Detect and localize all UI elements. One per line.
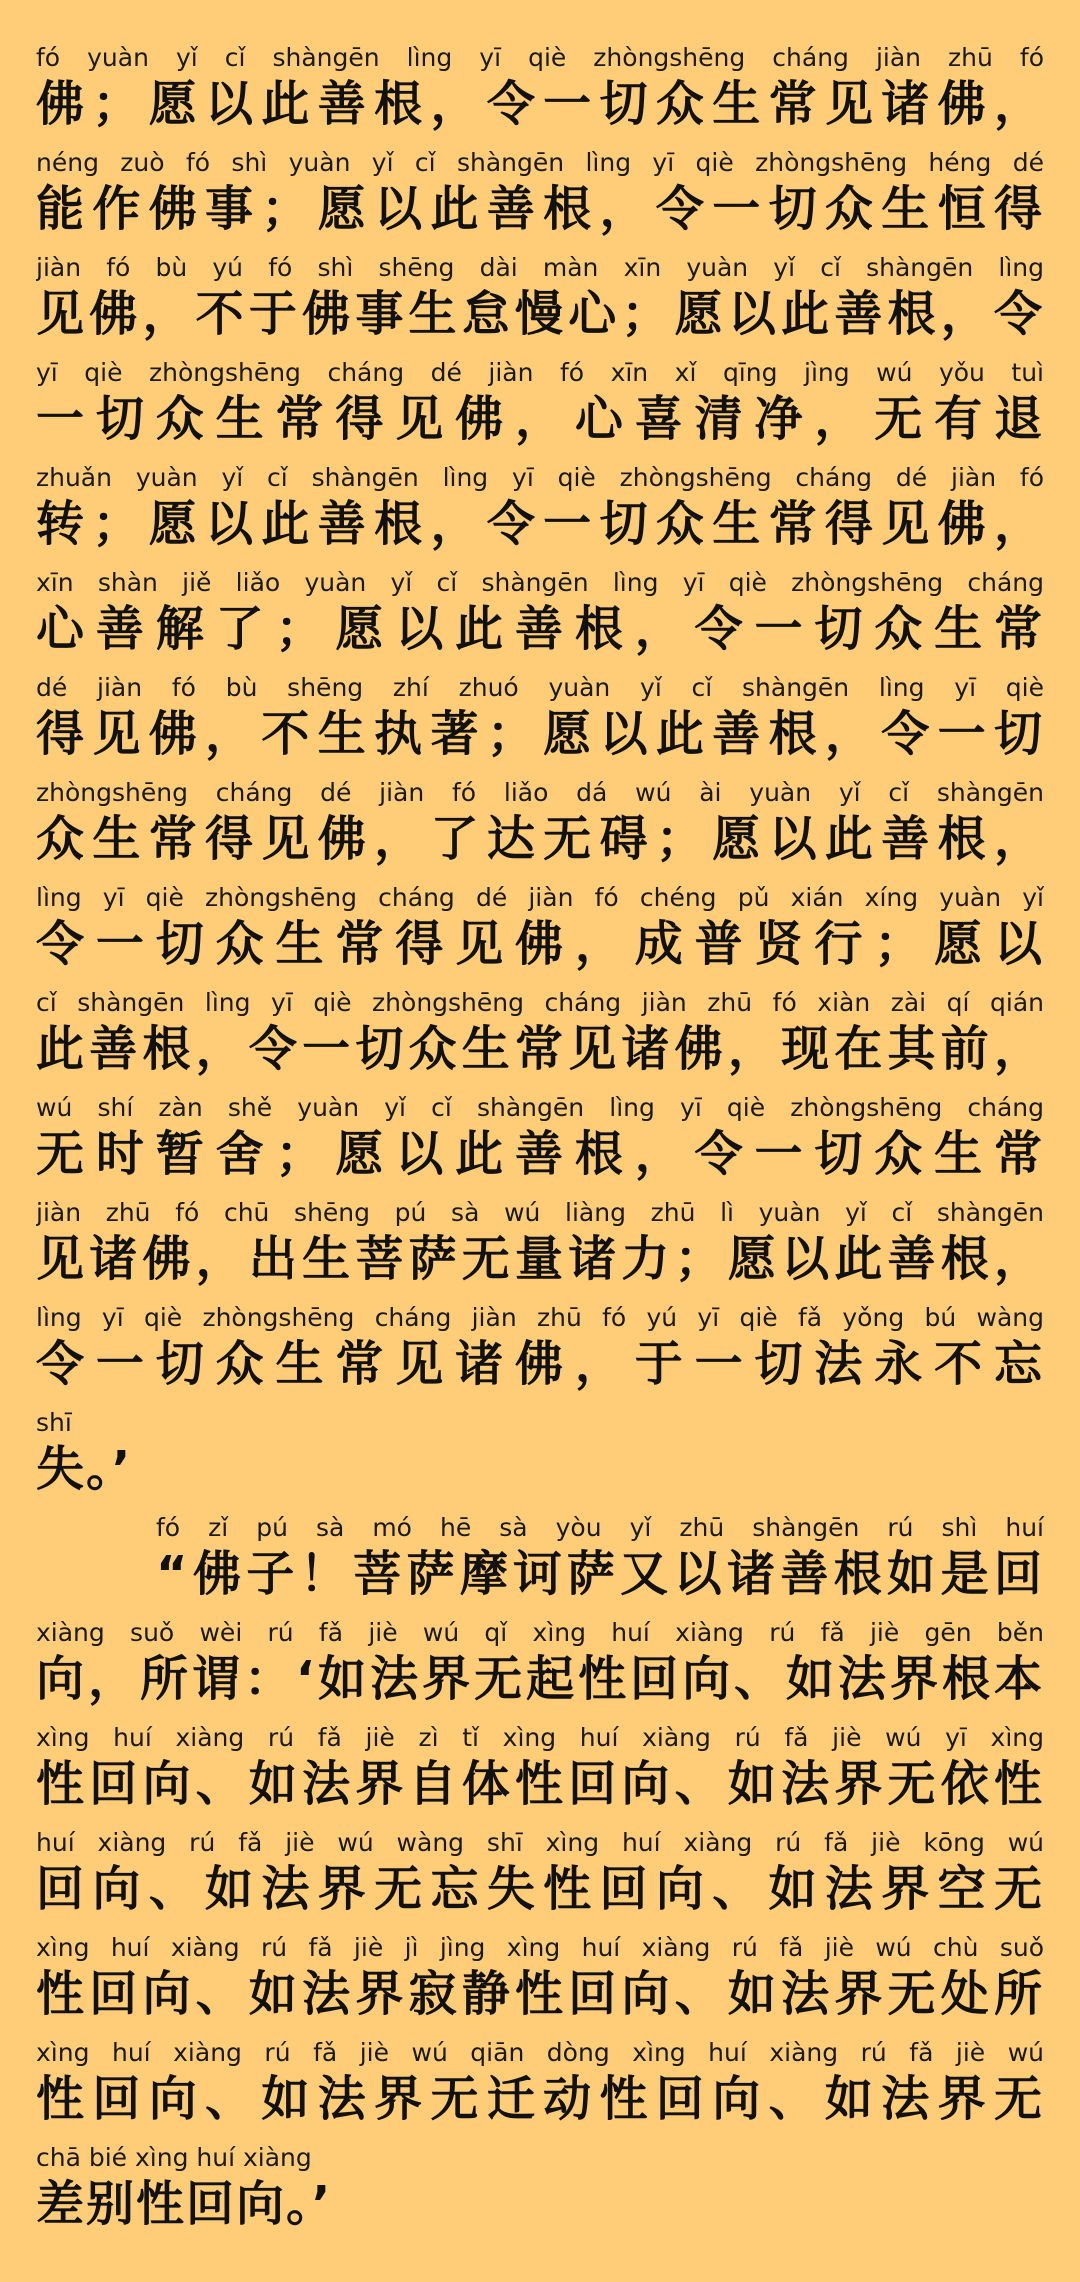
hanzi-line: 令一切众生常见诸佛，于一切法永不忘	[36, 1336, 1044, 1392]
hanzi-line: 心善解了；愿以此善根，令一切众生常	[36, 601, 1044, 657]
pinyin-line: fó yuàn yǐ cǐ shàngēn lìng yī qiè zhòngshēng cháng jiàn zhū fó	[36, 43, 1044, 72]
text-line	[36, 1512, 1044, 1617]
hanzi-line: 性回向、如法界无迁动性回向、如法界无	[36, 2071, 1044, 2127]
text-line	[36, 357, 1044, 462]
hanzi-line: 见佛，不于佛事生怠慢心；愿以此善根，令	[36, 286, 1044, 342]
pinyin-line: chā bié xìng huí xiàng	[36, 2143, 312, 2172]
hanzi-line: 一切众生常得见佛，心喜清净，无有退	[36, 391, 1044, 447]
hanzi-line: 见诸佛，出生菩萨无量诸力；愿以此善根，	[36, 1231, 1044, 1287]
hanzi-line: 佛；愿以此善根，令一切众生常见诸佛，	[36, 76, 1044, 132]
text-line	[36, 147, 1044, 252]
pinyin-line: shī	[36, 1408, 72, 1437]
pinyin-line: xìng huí xiàng rú fǎ jiè zì tǐ xìng huí xiàng rú fǎ jiè wú yī xìng	[36, 1723, 1044, 1752]
hanzi-line: 能作佛事；愿以此善根，令一切众生恒得	[36, 181, 1044, 237]
pinyin-line: néng zuò fó shì yuàn yǐ cǐ shàngēn lìng yī qiè zhòngshēng héng dé	[36, 148, 1044, 177]
pinyin-line: jiàn fó bù yú fó shì shēng dài màn xīn yuàn yǐ cǐ shàngēn lìng	[36, 253, 1044, 282]
pinyin-line: lìng yī qiè zhòngshēng cháng dé jiàn fó chéng pǔ xián xíng yuàn yǐ	[36, 883, 1044, 912]
text-line	[36, 1617, 1044, 1722]
hanzi-line: 众生常得见佛，了达无碍；愿以此善根，	[36, 811, 1044, 867]
pinyin-line: jiàn zhū fó chū shēng pú sà wú liàng zhū lì yuàn yǐ cǐ shàngēn	[36, 1198, 1044, 1227]
text-line	[36, 882, 1044, 987]
hanzi-line: 得见佛，不生执著；愿以此善根，令一切	[36, 706, 1044, 762]
hanzi-line: 向，所谓：‘如法界无起性回向、如法界根本	[36, 1651, 1044, 1707]
hanzi-line: 性回向、如法界寂静性回向、如法界无处所	[36, 1966, 1044, 2022]
scripture-text	[36, 42, 1044, 2247]
text-line	[36, 777, 1044, 882]
pinyin-line: huí xiàng rú fǎ jiè wú wàng shī xìng huí xiàng rú fǎ jiè kōng wú	[36, 1828, 1044, 1857]
hanzi-line: 此善根，令一切众生常见诸佛，现在其前，	[36, 1021, 1044, 1077]
text-line	[36, 1197, 1044, 1302]
pinyin-line: dé jiàn fó bù shēng zhí zhuó yuàn yǐ cǐ shàngēn lìng yī qiè	[36, 673, 1044, 702]
text-line	[36, 672, 1044, 777]
text-line	[36, 1302, 1044, 1407]
text-line	[36, 1407, 1044, 1512]
text-line	[36, 987, 1044, 1092]
hanzi-line: “佛子！菩萨摩诃萨又以诸善根如是回	[156, 1546, 1044, 1602]
hanzi-line: 令一切众生常得见佛，成普贤行；愿以	[36, 916, 1044, 972]
text-line	[36, 1092, 1044, 1197]
hanzi-line: 回向、如法界无忘失性回向、如法界空无	[36, 1861, 1044, 1917]
pinyin-line: xìng huí xiàng rú fǎ jiè wú qiān dòng xìng huí xiàng rú fǎ jiè wú	[36, 2038, 1044, 2067]
pinyin-line: xiàng suǒ wèi rú fǎ jiè wú qǐ xìng huí xiàng rú fǎ jiè gēn běn	[36, 1618, 1044, 1647]
hanzi-line: 失。’	[36, 1441, 133, 1497]
text-line	[36, 42, 1044, 147]
hanzi-line: 性回向、如法界自体性回向、如法界无依性	[36, 1756, 1044, 1812]
pinyin-line: xìng huí xiàng rú fǎ jiè jì jìng xìng huí xiàng rú fǎ jiè wú chù suǒ	[36, 1933, 1044, 1962]
pinyin-line: cǐ shàngēn lìng yī qiè zhòngshēng cháng jiàn zhū fó xiàn zài qí qián	[36, 988, 1044, 1017]
pinyin-line: fó zǐ pú sà mó hē sà yòu yǐ zhū shàngēn rú shì huí	[156, 1513, 1044, 1542]
hanzi-line: 无时暂舍；愿以此善根，令一切众生常	[36, 1126, 1044, 1182]
text-line	[36, 1932, 1044, 2037]
text-line	[36, 2142, 1044, 2247]
text-line	[36, 462, 1044, 567]
hanzi-line: 差别性回向。’	[36, 2176, 333, 2232]
pinyin-line: zhuǎn yuàn yǐ cǐ shàngēn lìng yī qiè zhòngshēng cháng dé jiàn fó	[36, 463, 1044, 492]
text-line	[36, 252, 1044, 357]
pinyin-line: zhòngshēng cháng dé jiàn fó liǎo dá wú ài yuàn yǐ cǐ shàngēn	[36, 778, 1044, 807]
pinyin-line: lìng yī qiè zhòngshēng cháng jiàn zhū fó yú yī qiè fǎ yǒng bú wàng	[36, 1303, 1044, 1332]
pinyin-line: wú shí zàn shě yuàn yǐ cǐ shàngēn lìng yī qiè zhòngshēng cháng	[36, 1093, 1044, 1122]
text-line	[36, 1722, 1044, 1827]
text-line	[36, 2037, 1044, 2142]
hanzi-line: 转；愿以此善根，令一切众生常得见佛，	[36, 496, 1044, 552]
pinyin-line: yī qiè zhòngshēng cháng dé jiàn fó xīn xǐ qīng jìng wú yǒu tuì	[36, 358, 1044, 387]
text-line	[36, 567, 1044, 672]
pinyin-line: xīn shàn jiě liǎo yuàn yǐ cǐ shàngēn lìng yī qiè zhòngshēng cháng	[36, 568, 1044, 597]
text-line	[36, 1827, 1044, 1932]
